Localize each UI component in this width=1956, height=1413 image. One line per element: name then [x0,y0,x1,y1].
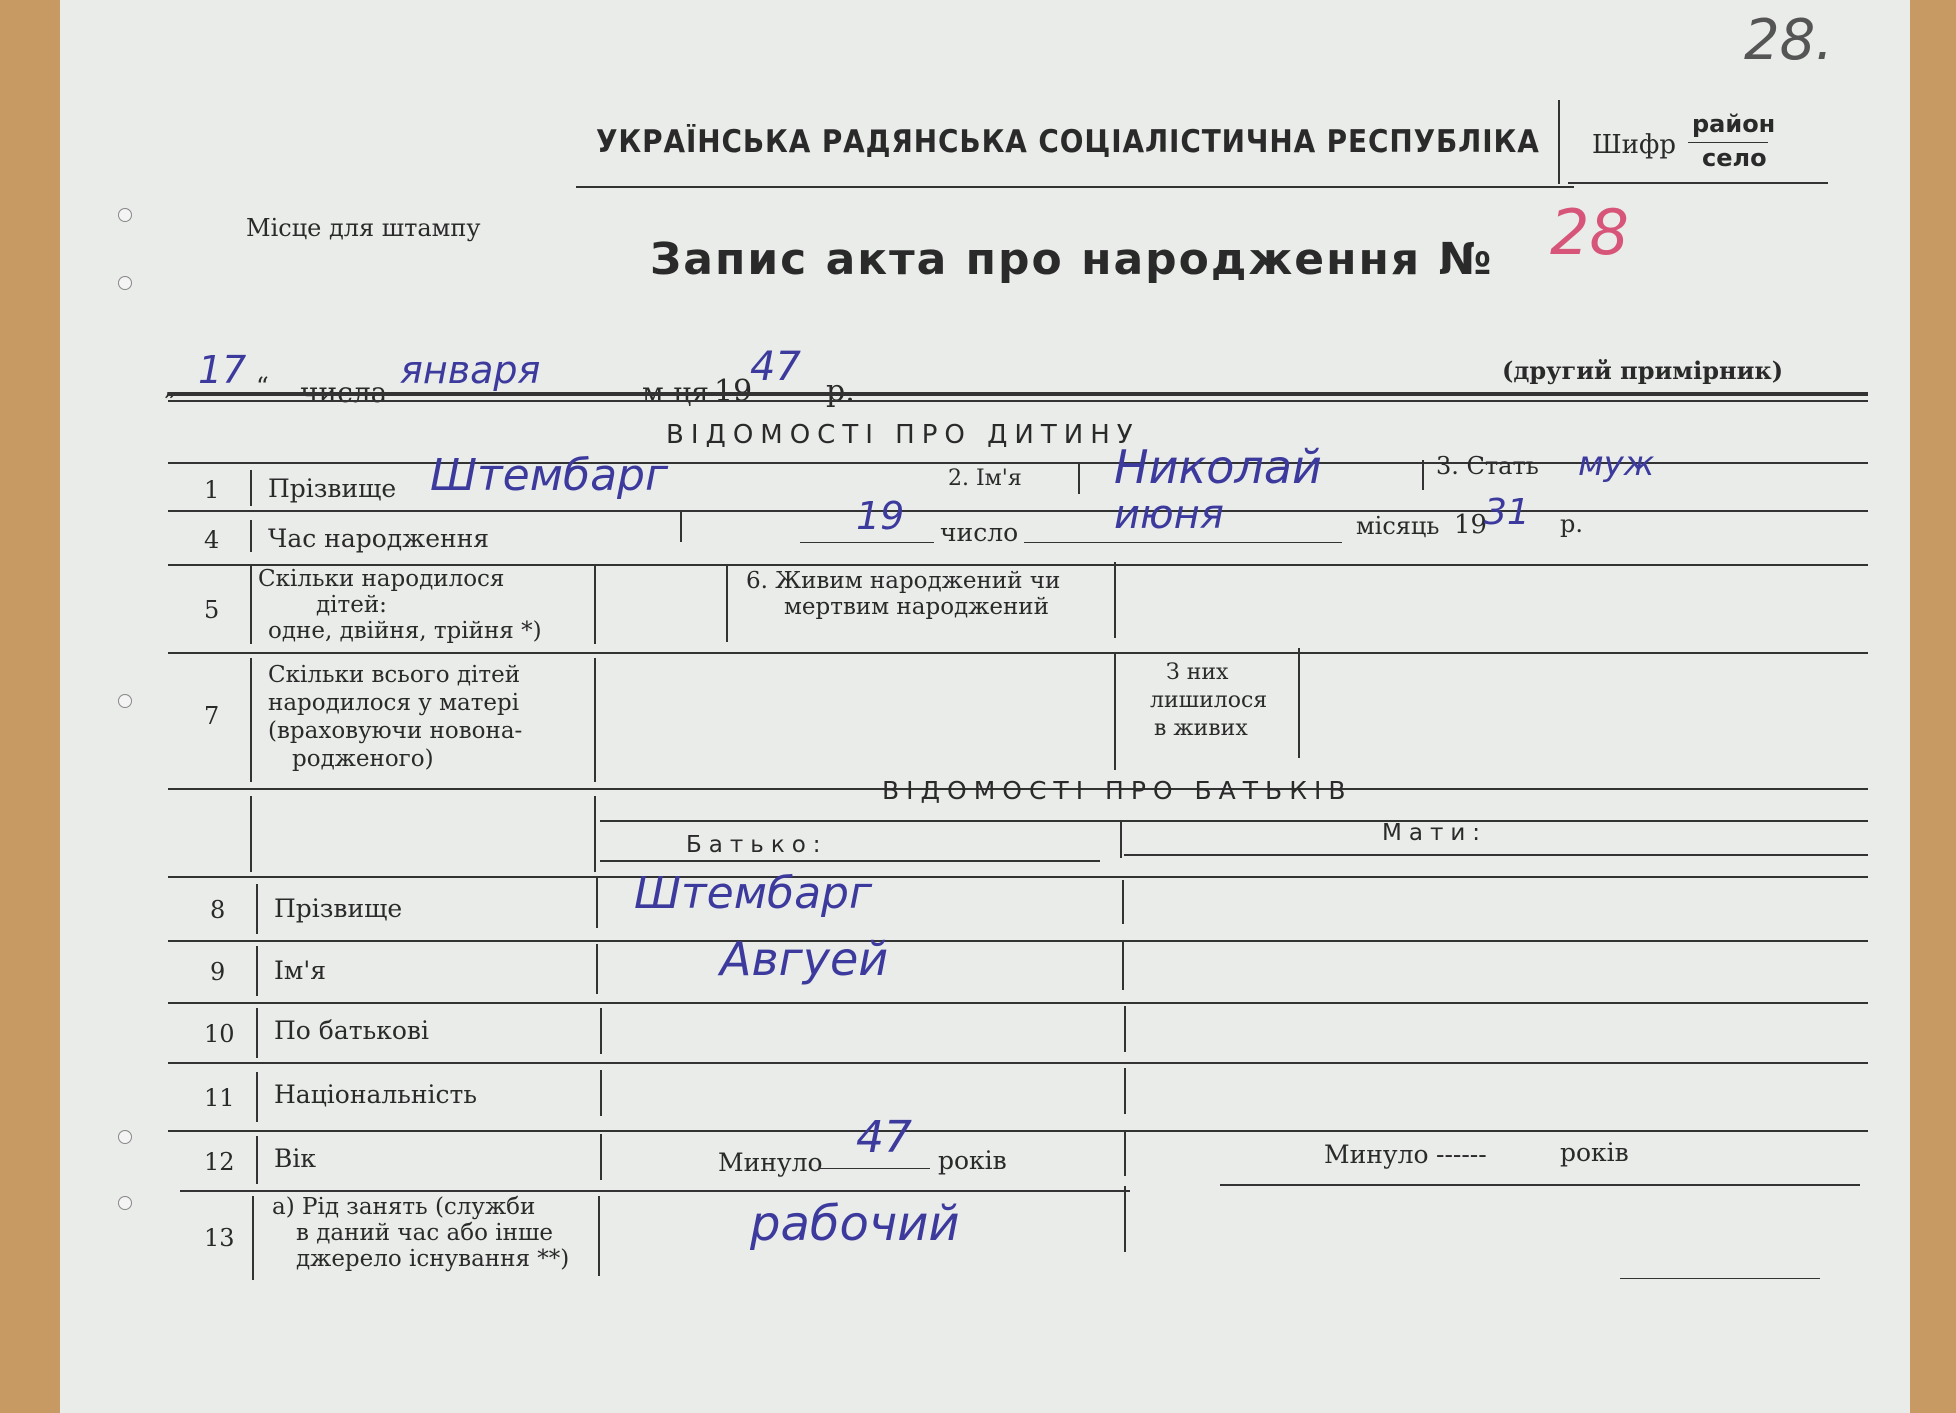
row-rule [1620,1278,1820,1279]
parents-section-title: ВІДОМОСТІ ПРО БАТЬКІВ [882,776,1353,805]
row-rule [168,1062,1868,1064]
birth-day: 19 [856,494,905,538]
mother-age-rokiv: років [1560,1138,1629,1167]
cipher-fraction-line [1688,142,1768,143]
column-divider [1120,822,1122,858]
row-rule [168,510,1868,512]
occupation-label-3: джерело існування **) [296,1246,570,1272]
row-divider [596,878,598,928]
row-number: 11 [204,1084,235,1112]
punch-hole [118,208,132,222]
birth-year: 31 [1484,492,1530,533]
row-divider [1298,648,1300,758]
column-divider [1124,1006,1126,1052]
patronymic-label: По батькові [274,1016,429,1045]
birth-month-label: місяць [1356,512,1440,540]
date-line-rule-2 [168,400,1868,402]
row-divider [250,566,252,644]
row-rule [168,1130,1868,1132]
occupation-label-1: а) Рід занять (служби [272,1194,536,1220]
record-title: Запис акта про народження № [650,234,1494,285]
row-rule [180,1190,1130,1192]
record-day: 17 [198,348,247,392]
row-divider [250,520,252,552]
row-number: 8 [210,896,226,924]
child-name-label: 2. Ім'я [948,466,1022,491]
date-close-quote: “ [256,372,269,401]
column-divider [1124,1068,1126,1114]
father-age-minulo: Минуло [718,1148,823,1177]
punch-hole [118,1130,132,1144]
child-sex: муж [1578,444,1655,484]
row-rule [168,940,1868,942]
age-label: Вік [274,1144,316,1173]
row-divider [1422,460,1424,490]
row-number: 1 [204,476,220,504]
parents-section-rule [600,820,1868,822]
row-divider [1114,652,1116,770]
child-sex-label: 3. Стать [1436,452,1539,480]
child-count-label-2: дітей: [316,592,387,618]
mtsia-label: м-ця [642,376,709,409]
child-count-label-3: одне, двійня, трійня *) [268,618,542,644]
row-divider [1114,562,1116,638]
date-line-rule [168,392,1868,396]
chyslo-label: числа [300,376,388,409]
column-header-rule [600,860,1100,862]
father-occupation: рабочий [750,1196,960,1252]
cipher-village: село [1702,144,1767,172]
row-divider [596,944,598,994]
row-divider [252,1196,254,1280]
punch-hole [118,694,132,708]
birth-record-sheet [60,0,1910,1413]
cipher-underline [1568,182,1828,184]
cipher-district: район [1692,110,1776,138]
occupation-label-2: в даний час або інше [296,1220,553,1246]
column-divider [1122,880,1124,924]
birth-time-label: Час народження [268,524,490,553]
father-surname: Штембарг [634,868,873,919]
column-header-rule [1124,854,1868,856]
column-divider [1124,1186,1126,1252]
cipher-label: Шифр [1592,130,1676,160]
row-divider [598,1196,600,1276]
total-children-label-4: родженого) [292,746,434,772]
row-rule [168,1002,1868,1004]
birth-day-underline [800,542,934,543]
mother-column-header: Мати: [1382,820,1488,846]
total-children-label-2: народилося у матері [268,690,520,716]
column-divider [1124,1130,1126,1176]
archive-page-number: 28. [1744,8,1834,73]
child-name: Николай [1114,440,1322,494]
father-surname-label: Прізвище [274,894,403,923]
row-number: 7 [204,702,220,730]
row-number: 12 [204,1148,235,1176]
row-divider [600,1008,602,1054]
stamp-place-label: Місце для штампу [246,214,481,242]
row-divider [600,1070,602,1116]
year-prefix: 19 [714,374,753,409]
birth-month: июня [1114,492,1224,538]
father-age-underline [818,1168,930,1169]
row-rule [168,652,1868,654]
child-surname: Штембарг [430,450,669,501]
year-r-label: р. [826,374,855,409]
birth-year-r: р. [1560,510,1583,538]
cipher-divider [1558,100,1560,184]
date-open-quote: „ [164,372,177,401]
row-number: 13 [204,1224,235,1252]
row-divider [256,1136,258,1184]
row-divider [680,512,682,542]
republic-title: УКРАЇНСЬКА РАДЯНСЬКА СОЦІАЛІСТИЧНА РЕСПУБЛІКА [596,124,1540,160]
child-surname-label: Прізвище [268,474,397,503]
nationality-label: Національність [274,1080,477,1109]
row-divider [250,658,252,782]
row-rule [1220,1184,1860,1186]
row-divider [1078,462,1080,494]
record-month: января [400,348,541,392]
birth-month-underline [1024,542,1342,543]
row-number: 4 [204,526,220,554]
live-born-label-2: мертвим народжений [784,594,1049,620]
row-divider [594,658,596,782]
total-children-label-1: Скільки всього дітей [268,662,521,688]
row-divider [256,884,258,934]
row-number: 5 [204,596,220,624]
row-divider [594,566,596,644]
father-age-rokiv: років [938,1146,1007,1175]
total-children-label-3: (враховуючи новона- [268,718,523,744]
row-divider [256,1008,258,1058]
row-number: 9 [210,958,226,986]
alive-label-1: З них [1166,660,1229,685]
row-divider [594,796,596,872]
row-divider [250,470,252,506]
birth-day-label: число [940,518,1019,547]
alive-label-3: в живих [1154,716,1248,741]
row-divider [256,946,258,996]
row-number: 10 [204,1020,235,1048]
punch-hole [118,276,132,290]
father-age: 47 [856,1112,912,1163]
record-year: 47 [750,344,801,390]
birth-year-prefix: 19 [1454,510,1488,540]
record-number: 28 [1550,196,1629,269]
row-divider [600,1134,602,1180]
mother-age-minulo: Минуло [1324,1140,1429,1169]
column-divider [1122,942,1124,990]
row-divider [726,566,728,642]
row-rule [168,876,1868,878]
child-section-title: ВІДОМОСТІ ПРО ДИТИНУ [666,420,1140,450]
father-name-label: Ім'я [274,956,326,985]
republic-underline [576,186,1574,188]
punch-hole [118,1196,132,1210]
mother-age-dash: ------ [1436,1140,1487,1169]
child-count-label-1: Скільки народилося [258,566,505,592]
father-name: Авгуей [720,932,889,986]
alive-label-2: лишилося [1150,688,1268,713]
father-column-header: Батько: [686,832,828,858]
second-copy-label: (другий примірник) [1502,356,1784,385]
live-born-label-1: 6. Живим народжений чи [746,568,1061,594]
row-divider [256,1072,258,1122]
row-divider [250,796,252,872]
